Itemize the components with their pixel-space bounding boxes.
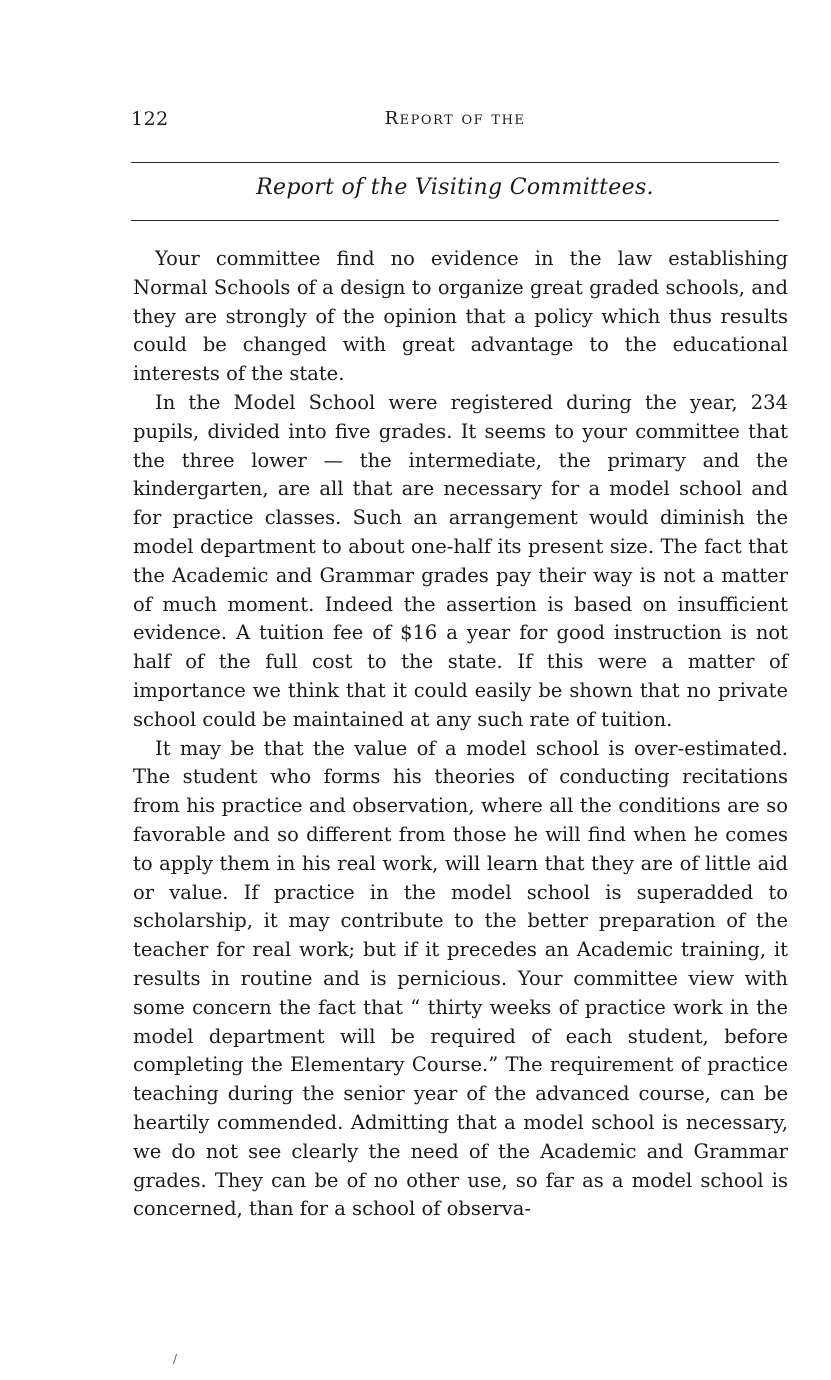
section-title: Report of the Visiting Committees. — [256, 175, 654, 200]
paragraph: In the Model School were registered during the year, 234 pupils, divided into five grades. It seems to your committee that the three lower — the intermediate, the primary and the kindergarten, are all that are necessary for a model school and for practice classes. Such an arrangement would diminish the model department to about one-half its present size. The fact that the Academic and Grammar grades pay their way is not a matter of much moment. Indeed the assertion is based on insufficient evidence. A tuition fee of $16 a year for good instruction is not half of the full cost to the state. If this were a matter of importance we think that it could easily be shown that no private school could be maintained at any such rate of tuition. — [133, 390, 788, 731]
paragraph: Your committee find no evidence in the law establishing Normal Schools of a design to organize great graded schools, and they are strongly of the opinion that a policy which thus results could be changed with great advantage to the educational interests of the state. — [133, 247, 788, 386]
body-text — [133, 245, 788, 1224]
running-header-title: Report of the — [384, 108, 526, 129]
paragraph: It may be that the value of a model school is over-estimated. The student who forms his theories of conducting recitations from his practice and observation, where all the conditions are so favorable and so different from those he will find when he comes to apply them in his real work, will learn that they are of little aid or value. If practice in the model school is superadded to scholarship, it may contribute to the better preparation of the teacher for real work; but if it precedes an Academic training, it results in routine and is pernicious. Your committee view with some concern the fact that “ thirty weeks of practice work in the model department will be required of each student, before completing the Elementary Course.” The requirement of practice teaching during the senior year of the advanced course, can be heartily commended. Admitting that a model school is necessary, we do not see clearly the need of the Academic and Grammar grades. They can be of no other use, so far as a model school is concerned, than for a school of observa- — [133, 736, 788, 1221]
header-rule-bottom — [131, 220, 779, 221]
header-rule-top — [131, 162, 779, 163]
page-number: 122 — [131, 108, 169, 130]
stray-mark: / — [173, 1352, 178, 1366]
running-header — [131, 108, 779, 136]
